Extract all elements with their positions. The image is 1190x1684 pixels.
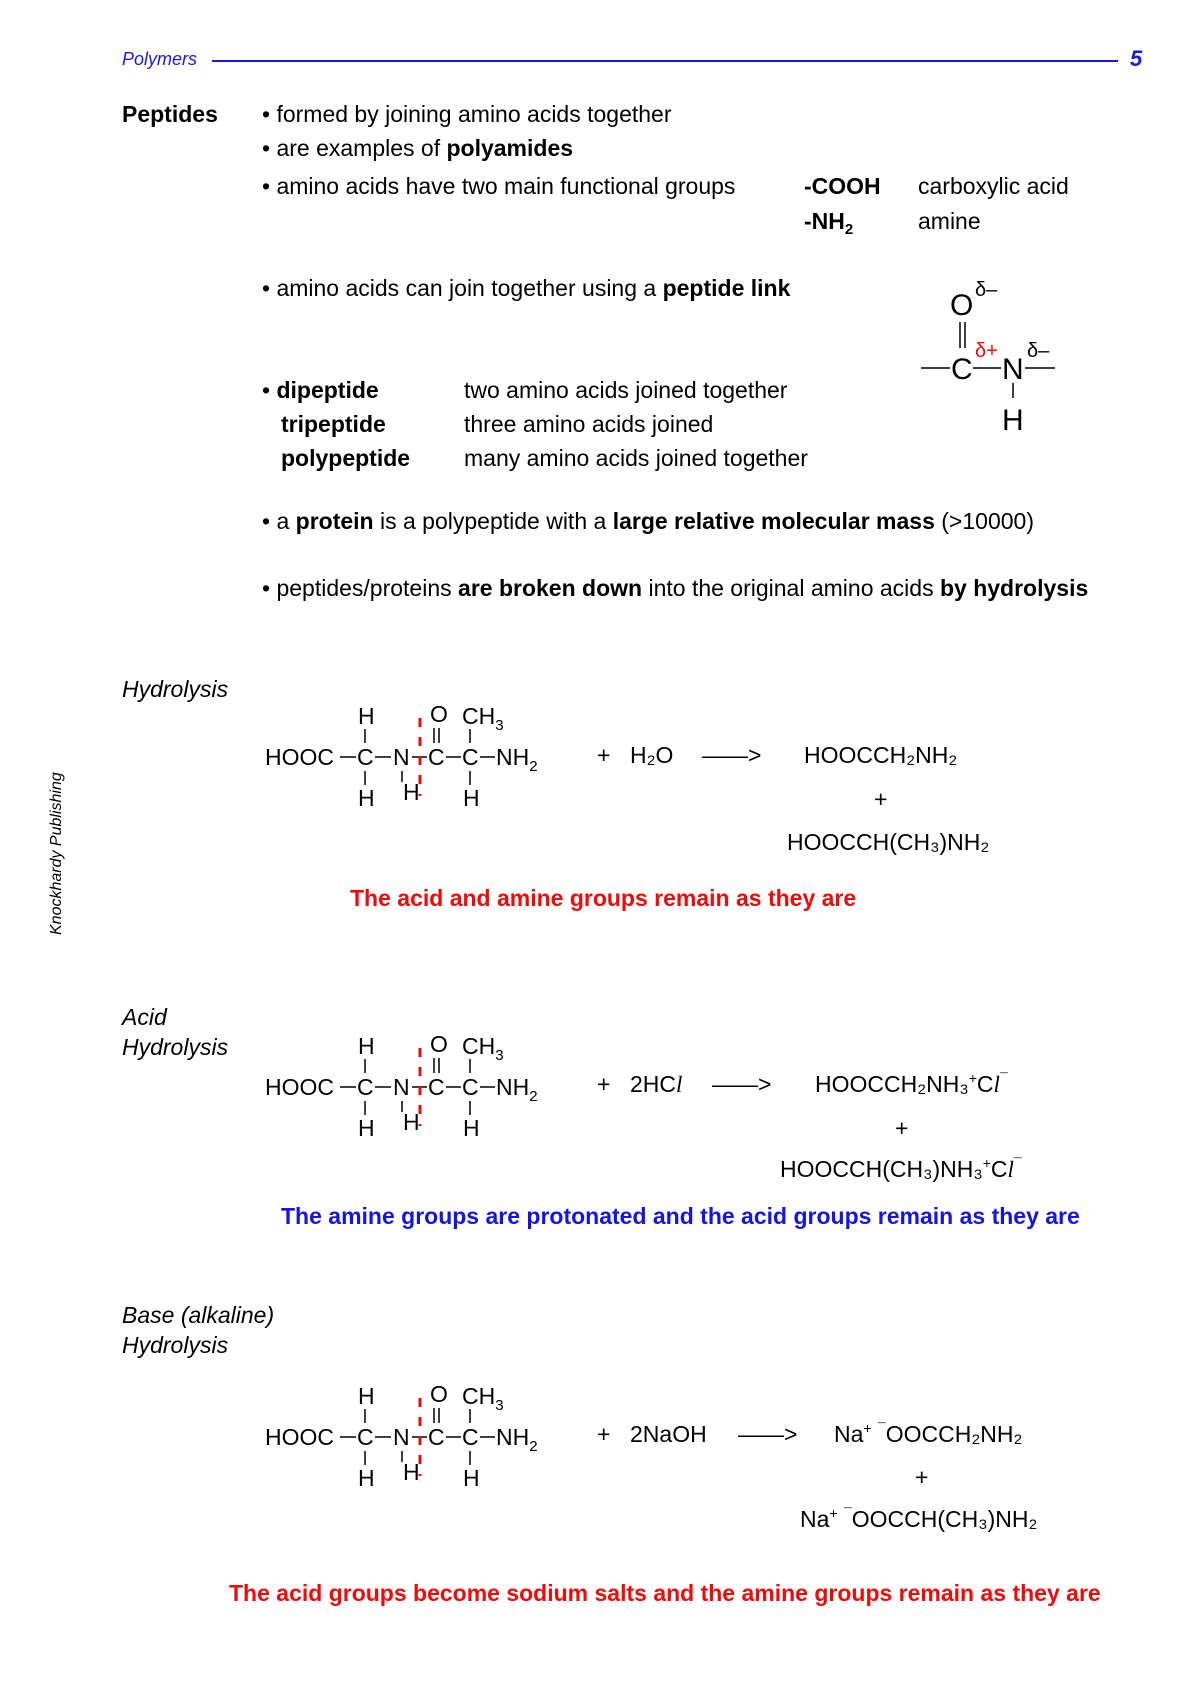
atom-n: N xyxy=(1002,353,1024,386)
c-carbonyl: C xyxy=(428,744,445,770)
label-acid: Acid xyxy=(122,1004,167,1030)
svg-text:HOOC: HOOC xyxy=(265,1424,334,1450)
hydrolysis-note: The acid and amine groups remain as they are xyxy=(350,885,857,911)
label-base: Base (alkaline) xyxy=(122,1302,275,1328)
bullet-peptide-link: • amino acids can join together using a peptide link xyxy=(262,275,791,301)
header-title: Polymers xyxy=(122,49,198,69)
svg-text:H: H xyxy=(463,1465,480,1491)
svg-text:C: C xyxy=(462,1074,479,1100)
base-plus: + xyxy=(597,1421,611,1447)
atom-c: C xyxy=(951,353,973,386)
atom-h: H xyxy=(1002,404,1024,437)
term-dipeptide: • dipeptide xyxy=(262,377,379,403)
base-product-1: Na+ ¯OOCCH₂NH₂ xyxy=(834,1420,1023,1447)
header-rule xyxy=(212,60,1118,62)
svg-text:C: C xyxy=(428,1424,445,1450)
svg-text:NH2: $NH_2$ xyxy=(496,1424,538,1455)
hydrolysis-product-2: HOOCCH(CH₃)NH₂ xyxy=(787,829,990,855)
group-formula-nh2: $-NH_2$ xyxy=(804,208,854,238)
h-top-1: H xyxy=(358,703,375,729)
publisher-sidebar: Knockhardy Publishing xyxy=(48,772,65,935)
svg-text:H: H xyxy=(403,1459,420,1485)
peptide-link-structure xyxy=(915,270,1085,440)
h-bottom-1: H xyxy=(358,785,375,811)
c-alpha-1: C xyxy=(357,744,374,770)
svg-text:C: C xyxy=(357,1424,374,1450)
acid-note: The amine groups are protonated and the acid groups remain as they are xyxy=(281,1203,1080,1229)
base-note: The acid groups become sodium salts and the amine groups remain as they are xyxy=(229,1580,1101,1606)
o-carbonyl: O xyxy=(430,701,448,727)
acid-product-plus: + xyxy=(895,1115,909,1141)
hydrolysis-reagent: H₂O xyxy=(630,742,674,768)
acid-product-1: HOOCCH₂NH₃+Cl¯ xyxy=(815,1070,1008,1097)
svg-text:H: H xyxy=(358,1465,375,1491)
svg-text:H: H xyxy=(463,1115,480,1141)
base-reagent: 2NaOH xyxy=(630,1421,707,1447)
svg-text:O: O xyxy=(430,1031,448,1057)
label-base-hydrolysis: Hydrolysis xyxy=(122,1332,229,1358)
page-number: 5 xyxy=(1130,46,1143,71)
delta-minus-o: δ– xyxy=(975,279,998,301)
group-formula-cooh: -COOH xyxy=(804,173,881,199)
term-tripeptide: tripeptide xyxy=(281,411,386,437)
svg-text:O: O xyxy=(430,1381,448,1407)
term-tripeptide-desc: three amino acids joined xyxy=(464,411,714,437)
hydrolysis-product-plus: + xyxy=(874,786,888,812)
hydrolysis-plus: + xyxy=(597,742,611,768)
svg-text:CH3: $CH_3$ xyxy=(462,1383,504,1414)
term-dipeptide-desc: two amino acids joined together xyxy=(464,377,788,403)
dipeptide-structure-2 xyxy=(265,1030,585,1170)
bullet-functional-groups: • amino acids have two main functional groups xyxy=(262,173,736,199)
term-polypeptide: polypeptide xyxy=(281,445,411,471)
acid-arrow: ——> xyxy=(712,1071,772,1097)
dipeptide-structure-1 xyxy=(265,700,585,840)
bullet-polyamides: • are examples of polyamides xyxy=(262,135,574,161)
label-acid-hydrolysis: Hydrolysis xyxy=(122,1034,229,1060)
svg-text:H: H xyxy=(403,1109,420,1135)
svg-text:NH2: $NH_2$ xyxy=(496,1074,538,1105)
svg-text:C: C xyxy=(428,1074,445,1100)
acid-product-2: HOOCCH(CH₃)NH₃+Cl¯ xyxy=(780,1155,1022,1182)
svg-text:C: C xyxy=(462,1424,479,1450)
h-n: H xyxy=(403,779,420,805)
base-product-2: Na+ ¯OOCCH(CH₃)NH₂ xyxy=(800,1505,1038,1532)
hooc-text: HOOC xyxy=(265,744,334,770)
delta-minus-n: δ– xyxy=(1027,340,1050,362)
group-name-carboxylic: carboxylic acid xyxy=(918,173,1069,199)
bullet-protein: • a protein is a polypeptide with a large relative molecular mass (>10000) xyxy=(262,508,1034,534)
base-arrow: ——> xyxy=(738,1421,798,1447)
base-product-plus: + xyxy=(915,1464,929,1490)
ch3-text: $CH_3$ xyxy=(462,703,504,734)
svg-text:N: N xyxy=(393,1424,410,1450)
atom-o: O xyxy=(950,289,974,322)
svg-text:H: H xyxy=(358,1383,375,1409)
dipeptide-structure-3 xyxy=(265,1380,585,1520)
svg-text:CH3: $CH_3$ xyxy=(462,1033,504,1064)
group-name-amine: amine xyxy=(918,208,981,234)
n-atom: N xyxy=(393,744,410,770)
term-polypeptide-desc: many amino acids joined together xyxy=(464,445,808,471)
nh2-text: $NH_2$ xyxy=(496,744,538,775)
svg-text:C: C xyxy=(357,1074,374,1100)
svg-text:HOOC: HOOC xyxy=(265,1074,334,1100)
svg-text:H: H xyxy=(358,1033,375,1059)
hydrolysis-product-1: HOOCCH₂NH₂ xyxy=(804,742,958,768)
bullet-formed: • formed by joining amino acids together xyxy=(262,101,672,127)
section-heading-peptides: Peptides xyxy=(122,101,218,127)
h-bottom-2: H xyxy=(463,785,480,811)
c-alpha-2: C xyxy=(462,744,479,770)
label-hydrolysis: Hydrolysis xyxy=(122,676,229,702)
delta-plus-c: δ+ xyxy=(975,340,998,362)
svg-text:H: H xyxy=(358,1115,375,1141)
hydrolysis-arrow: ——> xyxy=(702,742,762,768)
bullet-hydrolysis: • peptides/proteins are broken down into the original amino acids by hydrolysis xyxy=(262,575,1089,601)
svg-text:N: N xyxy=(393,1074,410,1100)
acid-reagent: 2HCl xyxy=(630,1071,683,1097)
acid-plus: + xyxy=(597,1071,611,1097)
